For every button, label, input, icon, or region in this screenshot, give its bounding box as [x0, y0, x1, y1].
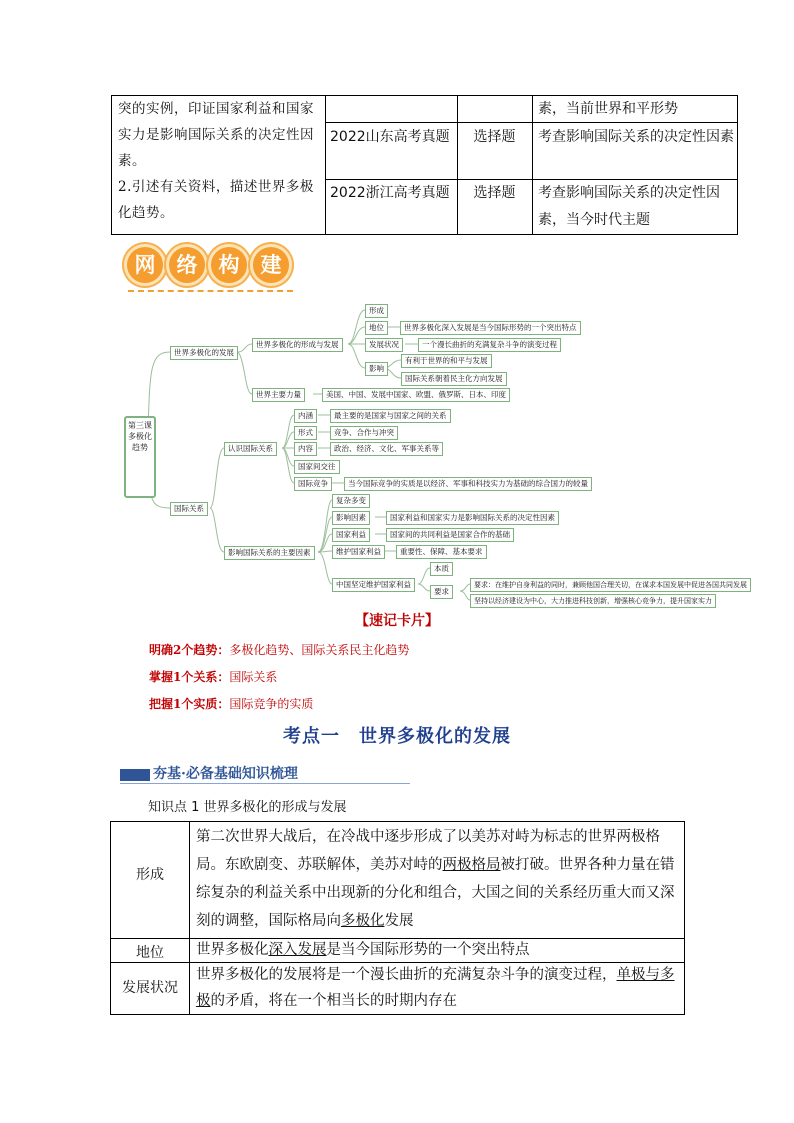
- knowledge-table: [110, 821, 685, 1015]
- quick-card-line: 掌握1个关系：国际关系: [149, 670, 278, 684]
- mindmap-node: 维护国家利益: [332, 545, 385, 559]
- mindmap-node: 国家间的共同利益是国家合作的基础: [386, 528, 514, 542]
- mindmap-node: 国际竞争: [294, 477, 332, 491]
- row-label: 发展状况: [122, 980, 178, 996]
- mindmap-node: 内涵: [294, 409, 317, 423]
- mindmap-node: 影响国际关系的主要因素: [224, 546, 315, 560]
- network-banner: [120, 242, 295, 294]
- mindmap-node: 国家利益: [332, 528, 370, 542]
- mindmap-node: 内容: [294, 442, 317, 456]
- mindmap-node: 认识国际关系: [224, 442, 277, 456]
- row-label: 形成: [136, 867, 164, 883]
- table-cell-type: 选择题: [473, 129, 516, 145]
- mindmap-node: 世界多极化深入发展是当今国际形势的一个突出特点: [400, 321, 581, 335]
- mindmap-node: 形成: [365, 304, 388, 318]
- mindmap-node: 发展状况: [365, 338, 403, 352]
- table-cell-exam: 2022浙江高考真题: [330, 185, 450, 201]
- table-cell-exam: 2022山东高考真题: [330, 129, 450, 145]
- mindmap-node: 地位: [365, 321, 388, 335]
- mindmap-node: 世界主要力量: [252, 388, 305, 402]
- mindmap-node: 要求: [430, 585, 453, 599]
- mindmap-root: 第三课 多极化趋势: [124, 416, 156, 498]
- mindmap-node: 本质: [430, 562, 453, 576]
- section-bar: [120, 763, 410, 785]
- knowledge-point-title: 知识点 1 世界多极化的形成与发展: [148, 800, 347, 815]
- mindmap-node: 形式: [294, 426, 317, 440]
- mindmap-node: 国际关系: [170, 502, 208, 516]
- row-text: 第二次世界大战后，在冷战中逐步形成了以美苏对峙为标志的世界两极格局。东欧剧变、苏联解体，美苏对峙的两极格局被打破。世界各种力量在错综复杂的利益关系中出现新的分化和组合，大国之间的关系经历重大而又深刻的调整，国际格局向多极化发展: [196, 829, 675, 929]
- mindmap-node: 当今国际竞争的实质是以经济、军事和科技实力为基础的综合国力的较量: [344, 477, 592, 491]
- quick-card-line: 把握1个实质：国际竞争的实质: [149, 697, 314, 711]
- table-cell-point: 考查影响国际关系的决定性因素: [538, 129, 734, 145]
- table-cell-type: 选择题: [473, 185, 516, 201]
- mindmap-node: 复杂多变: [332, 494, 370, 508]
- mindmap-node: 影响: [365, 362, 388, 376]
- banner-char: 构: [208, 244, 250, 286]
- banner-char: 建: [250, 244, 292, 286]
- mindmap-node: 国家间交往: [294, 460, 340, 474]
- banner-char: 络: [166, 244, 208, 286]
- quick-card-title: 【速记卡片】: [355, 613, 439, 629]
- section-heading: 考点一 世界多极化的发展: [283, 726, 511, 747]
- mindmap-node: 国际关系朝着民主化方向发展: [401, 372, 507, 386]
- row-text: 世界多极化深入发展是当今国际形势的一个突出特点: [196, 942, 530, 958]
- top-table: [111, 95, 738, 235]
- mindmap-node: 世界多极化的发展: [170, 346, 238, 360]
- mindmap-node: 坚持以经济建设为中心，大力推进科技创新，增强核心竞争力，提升国家实力: [470, 594, 716, 608]
- table-cell-point: 素，当前世界和平形势: [538, 101, 678, 117]
- mindmap-node: 国家利益和国家实力是影响国际关系的决定性因素: [386, 511, 559, 525]
- mindmap-node: 最主要的是国家与国家之间的关系: [330, 409, 451, 423]
- mindmap-node: 要求：在维护自身利益的同时，兼顾他国合理关切，在谋求本国发展中促进各国共同发展: [470, 578, 751, 592]
- banner-char: 网: [124, 244, 166, 286]
- mindmap-node: 一个漫长曲折的充满复杂斗争的演变过程: [418, 338, 561, 352]
- quick-card-line: 明确2个趋势：多极化趋势、国际关系民主化趋势: [149, 643, 410, 657]
- row-label: 地位: [136, 945, 164, 961]
- mindmap-node: 竞争、合作与冲突: [330, 426, 398, 440]
- mindmap-node: 重要性、保障、基本要求: [396, 545, 487, 559]
- mindmap-node: 美国、中国、发展中国家、欧盟、俄罗斯、日本、印度: [322, 388, 510, 402]
- mindmap-node: 世界多极化的形成与发展: [252, 338, 343, 352]
- mindmap-node: 有利于世界的和平与发展: [401, 354, 492, 368]
- mind-map: [0, 290, 794, 610]
- mindmap-node: 中国坚定维护国家利益: [332, 578, 415, 592]
- section-bar-label: 夯基·必备基础知识梳理: [153, 766, 298, 782]
- table-cell-point: 考查影响国际关系的决定性因素，当今时代主题: [538, 185, 720, 228]
- mindmap-node: 影响因素: [332, 511, 370, 525]
- mindmap-node: 政治、经济、文化、军事关系等: [330, 442, 443, 456]
- goal-text: 突的实例，印证国家利益和国家实力是影响国际关系的决定性因素。 2.引述有关资料，描述世界多极化趋势。: [118, 101, 314, 221]
- row-text: 世界多极化的发展将是一个漫长曲折的充满复杂斗争的演变过程，单极与多极的矛盾，将在一个相当长的时期内存在: [196, 967, 675, 1009]
